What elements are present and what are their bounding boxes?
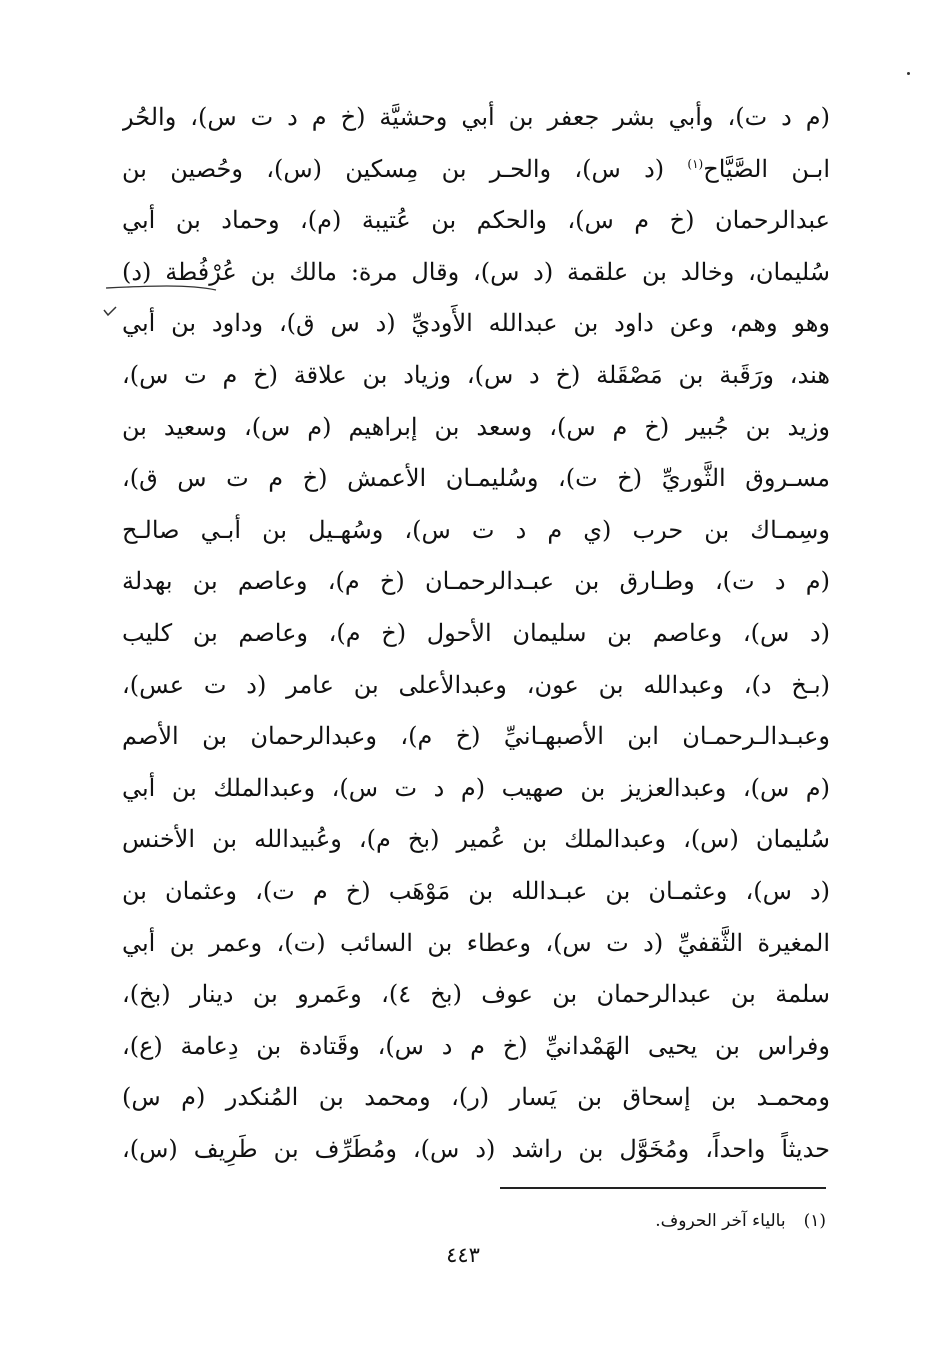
text-line-5: وهو وهم، وعن داود بن عبدالله الأَوديِّ (د س ق)، وداود بن أبي — [122, 309, 830, 338]
page-number: ٤٤٣ — [446, 1243, 480, 1267]
text-line-4: سُليمان، وخالد بن علقمة (د س)، وقال مرة: مالك بن عُرْفُطة (د) — [122, 257, 830, 286]
scan-dot — [907, 72, 910, 75]
footnote-number: (١) — [803, 1211, 826, 1231]
main-text — [122, 92, 830, 1175]
text-line-2-end: (د س)، والحـر بن مِسكين (س)، وحُصين بن — [122, 154, 688, 183]
text-line-1: (م د ت)، وأبي بشر جعفر بن أبي وحشيَّة (خ م د ت س)، والحُر — [122, 103, 830, 131]
text-line-9: وسِمـاك بن حرب (ي م د ت س)، وسُهـيل بن أبـي صالـح — [122, 515, 830, 544]
text-line-2 — [122, 144, 830, 196]
text-line-17: المغيرة الثَّقفيِّ (د ت س)، وعطاء بن السائب (ت)، وعمر بن أبي — [122, 928, 830, 957]
text-line-21: حديثاً واحداً، ومُخَوَّل بن راشد (د س)، ومُطَرِّف بن طَرِيف (س)، — [122, 1134, 830, 1163]
footnote — [426, 1208, 826, 1234]
footnote-text: بالياء آخر الحروف. — [655, 1211, 786, 1231]
text-line-6: هند، ورَقَبة بن مَصْقَلة (خ د س)، وزياد بن علاقة (خ م ت س)، — [122, 360, 830, 389]
text-line-16: (د س)، وعثمـان بن عبـدالله بن مَوْهَب (خ م ت)، وعثمان بن — [122, 876, 830, 905]
text-line-19: وفراس بن يحيى الهَمْدانيِّ (خ م د س)، وقَتادة بن دِعامة (ع)، — [122, 1031, 830, 1060]
footnote-divider — [500, 1187, 826, 1189]
text-line-14: (م س)، وعبدالعزيز بن صهيب (م د ت س)، وعبدالملك بن أبي — [122, 773, 830, 802]
text-line-2-start: ابـن الصَّيَّاح — [703, 154, 830, 183]
text-line-18: سلمة بن عبدالرحمان بن عوف (بخ ٤)، وعَمرو بن دينار (بخ)، — [122, 980, 830, 1009]
text-line-3: عبدالرحمان (خ م س)، والحكم بن عُتيبة (م)، وحماد بن أبي — [122, 206, 830, 235]
text-line-10: (م د ت)، وطـارق بن عبـدالرحمـان (خ م)، وعاصم بن بهدلة — [122, 567, 830, 596]
text-line-7: وزيد بن جُبير (خ م س)، وسعد بن إبراهيم (م س)، وسعيد بن — [122, 412, 830, 441]
text-line-11: (د س)، وعاصم بن سليمان الأحول (خ م)، وعاصم بن كليب — [122, 618, 830, 647]
text-line-15: سُليمان (س)، وعبدالملك بن عُمير (بخ م)، وعُبيدالله بن الأخنس — [122, 825, 830, 854]
text-line-20: ومحمـد بن إسحاق بن يَسار (ر)، ومحمد بن المُنكدر (م س) — [122, 1083, 830, 1112]
text-line-13: وعبـدالـرحمـان ابن الأصبهـانيِّ (خ م)، وعبدالرحمان بن الأصم — [122, 722, 830, 751]
handwritten-margin-mark — [98, 280, 218, 320]
text-line-12: (بـخ د)، وعبدالله بن عون، وعبدالأعلى بن عامر (د ت عس)، — [122, 670, 830, 699]
text-line-8: مسـروق الثَّوريِّ (خ ت)، وسُليمـان الأعمش (خ م ت س ق)، — [122, 464, 830, 493]
footnote-reference[interactable]: (١) — [687, 156, 704, 171]
